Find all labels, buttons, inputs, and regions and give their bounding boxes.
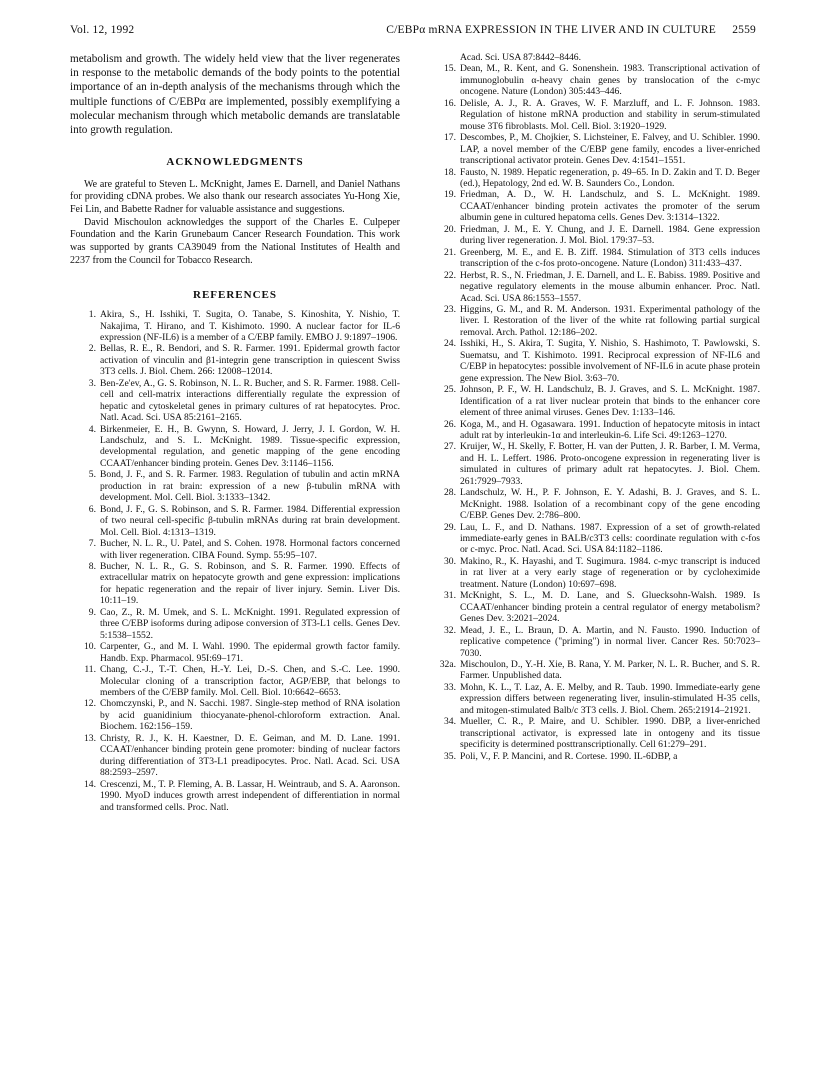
reference-number: 15. [444, 63, 456, 75]
reference-number: 4. [88, 423, 96, 435]
reference-number: 2. [88, 343, 96, 355]
reference-entry [70, 607, 400, 641]
reference-number: 10. [84, 641, 96, 653]
reference-entry [430, 189, 760, 223]
reference-text: Bucher, N. L. R., G. S. Robinson, and S. R. Farmer. 1990. Effects of extracellular matrix on hepatocyte growth and gene expression: implications for hepatic regeneration and the repair of liver injury. Semin. Liver Dis. 10:11–19. [100, 561, 400, 607]
reference-number: 35. [444, 750, 456, 762]
reference-number: 17. [444, 132, 456, 144]
reference-entry [70, 469, 400, 503]
reference-number: 6. [88, 503, 96, 515]
reference-entry [430, 338, 760, 384]
reference-number: 9. [88, 606, 96, 618]
reference-number: 33. [444, 681, 456, 693]
reference-entry [430, 659, 760, 682]
reference-entry [430, 556, 760, 590]
reference-text: Greenberg, M. E., and E. B. Ziff. 1984. Stimulation of 3T3 cells induces transcription of the c-fos proto-oncogene. Nature (London) 311:433–437. [460, 246, 760, 270]
reference-number: 32. [444, 624, 456, 636]
references-heading: REFERENCES [193, 288, 277, 301]
reference-text: Descombes, P., M. Chojkier, S. Lichsteiner, E. Falvey, and U. Schibler. 1990. LAP, a novel member of the C/EBP gene family, encodes a liver-enriched transcriptional activator protein. Genes Dev. 4:1541–1551. [460, 132, 760, 167]
reference-entry [430, 270, 760, 304]
reference-number: 18. [444, 166, 456, 178]
reference-entry [430, 98, 760, 132]
reference-entry [430, 590, 760, 624]
reference-number: 12. [84, 698, 96, 710]
reference-text: Ben-Ze'ev, A., G. S. Robinson, N. L. R. Bucher, and S. R. Farmer. 1988. Cell-cell and cell-matrix interactions differentially regulate the expression of hepatic and cytoskeletal genes in primary cultures of rat hepatocytes. Proc. Natl. Acad. Sci. USA 85:2161–2165. [100, 377, 400, 424]
reference-entry [70, 779, 400, 813]
page-number: 2559 [732, 24, 756, 36]
acknowledgments-heading: ACKNOWLEDGMENTS [166, 156, 304, 169]
reference-entry [430, 625, 760, 659]
reference-text: Birkenmeier, E. H., B. Gwynn, S. Howard, J. Jerry, J. I. Gordon, W. H. Landschulz, and S. L. McKnight. 1989. Tissue-specific expression, developmental regulation, and genetic mapping of the gene encoding CCAAT/enhancer binding protein. Genes Dev. 3:1146–1156. [100, 423, 400, 469]
reference-number: 24. [444, 338, 456, 350]
reference-entry [430, 751, 760, 762]
reference-text: Chang, C.-J., T.-T. Chen, H.-Y. Lei, D.-S. Chen, and S.-C. Lee. 1990. Molecular cloning of a transcription factor, AGP/EBP, that belongs to members of the C/EBP family. Mol. Cell. Biol. 10:6642–6653. [100, 664, 400, 698]
reference-number: 13. [84, 732, 96, 744]
reference-text: Johnson, P. F., W. H. Landschulz, B. J. Graves, and S. L. McKnight. 1987. Identification of a rat liver nuclear protein that binds to the enhancer core element of three animal viruses. Genes Dev. 1:133–146. [460, 384, 760, 419]
left-column [70, 52, 400, 813]
reference-text: Friedman, A. D., W. H. Landschulz, and S. L. McKnight. 1989. CCAAT/enhancer binding protein activates the promoter of the serum albumin gene in cultured hepatoma cells. Genes Dev. 3:1314–1322. [460, 189, 760, 224]
reference-list-right [430, 52, 760, 762]
reference-entry [430, 716, 760, 750]
reference-text: Cao, Z., R. M. Umek, and S. L. McKnight. 1991. Regulated expression of three C/EBP isoforms during adipose conversion of 3T3-L1 cells. Genes Dev. 5:1538–1552. [100, 606, 400, 641]
reference-text: McKnight, S. L., M. D. Lane, and S. Gluecksohn-Walsh. 1989. Is CCAAT/enhancer binding protein a central regulator of energy metabolism? Genes Dev. 3:2021–2024. [460, 590, 760, 625]
reference-number: 20. [444, 223, 456, 235]
reference-text: Friedman, J. M., E. Y. Chung, and J. E. Darnell. 1984. Gene expression during liver regeneration. J. Mol. Biol. 179:37–53. [460, 223, 760, 247]
reference-entry [70, 309, 400, 343]
reference-text: Chomczynski, P., and N. Sacchi. 1987. Single-step method of RNA isolation by acid guanidinium thiocyanate-phenol-chloroform extraction. Anal. Biochem. 162:156–159. [100, 698, 400, 733]
reference-entry [430, 682, 760, 716]
reference-number: 34. [444, 716, 456, 728]
reference-text: Kruijer, W., H. Skelly, F. Botter, H. van der Putten, J. R. Barber, I. M. Verma, and H. L. Leffert. 1986. Proto-oncogene expression in regenerating liver is simulated in cultures of primary adult rat hepatocytes. J. Biol. Chem. 261:7929–7933. [460, 441, 760, 487]
acknowledgment-paragraph: David Mischoulon acknowledges the support of the Charles E. Culpeper Foundation and the Karin Grunebaum Cancer Research Foundation. This work was supported by grants CA39049 from the National Institutes of Health and 2237 from the Council for Tobacco Research. [70, 216, 400, 266]
running-header [70, 24, 756, 40]
reference-number: 31. [444, 590, 456, 602]
reference-number: 23. [444, 303, 456, 315]
reference-number: 32a. [439, 659, 456, 671]
reference-number: 16. [444, 97, 456, 109]
reference-entry [430, 247, 760, 270]
reference-text: Mischoulon, D., Y.-H. Xie, B. Rana, Y. M. Parker, N. L. R. Bucher, and S. R. Farmer. Unpublished data. [460, 659, 760, 682]
reference-text: Dean, M., R. Kent, and G. Sonenshein. 1983. Transcriptional activation of immunoglobulin α-heavy chain genes by translocation of the c-myc oncogene. Nature (London) 305:443–446. [460, 63, 760, 98]
volume-label: Vol. 12, 1992 [70, 24, 135, 36]
reference-entry [430, 487, 760, 521]
reference-text: Mead, J. E., L. Braun, D. A. Martin, and N. Fausto. 1990. Induction of replicative competence ("priming") in normal liver. Cancer Res. 50:7023–7030. [460, 624, 760, 659]
reference-entry [70, 733, 400, 779]
reference-entry [430, 132, 760, 166]
reference-entry [70, 664, 400, 698]
reference-text: Delisle, A. J., R. A. Graves, W. F. Marzluff, and L. F. Johnson. 1983. Regulation of histone mRNA production and stability in serum-stimulated mouse 3T6 fibroblasts. Mol. Cell. Biol. 3:1920–1929. [460, 97, 760, 132]
reference-number: 29. [444, 521, 456, 533]
reference-text: Mueller, C. R., P. Maire, and U. Schibler. 1990. DBP, a liver-enriched transcriptional activator, is expressed late in ontogeny and its tissue specificity is determined posttranscriptionally. Cell 61:279–291. [460, 716, 760, 751]
reference-entry [430, 419, 760, 442]
reference-text: Christy, R. J., K. H. Kaestner, D. E. Geiman, and M. D. Lane. 1991. CCAAT/enhancer binding protein gene promoter: binding of nuclear factors during differentiation of 3T3-L1 preadipocytes. Proc. Natl. Acad. Sci. USA 88:2593–2597. [100, 732, 400, 779]
reference-entry [430, 63, 760, 97]
reference-entry [70, 424, 400, 470]
reference-number: 11. [84, 664, 96, 676]
reference-number: 3. [88, 377, 96, 389]
reference-text: Akira, S., H. Isshiki, T. Sugita, O. Tanabe, S. Kinoshita, Y. Nishio, T. Nakajima, T. Hirano, and T. Kishimoto. 1990. A nuclear factor for IL-6 expression (NF-IL6) is a member of a C/EBP family. EMBO J. 9:1897–1906. [100, 309, 400, 343]
reference-entry [70, 378, 400, 424]
reference-number: 7. [88, 538, 96, 550]
reference-number: 5. [88, 469, 96, 481]
reference-text: Carpenter, G., and M. I. Wahl. 1990. The epidermal growth factor family. Handb. Exp. Pharmacol. 95I:69–171. [100, 641, 400, 664]
reference-entry [430, 224, 760, 247]
reference-number: 14. [84, 778, 96, 790]
reference-number: 27. [444, 441, 456, 453]
reference-entry [70, 561, 400, 607]
reference-entry [430, 52, 760, 63]
reference-number: 19. [444, 189, 456, 201]
reference-number: 22. [444, 269, 456, 281]
reference-number: 26. [444, 418, 456, 430]
reference-text: Bucher, N. L. R., U. Patel, and S. Cohen. 1978. Hormonal factors concerned with liver regeneration. CIBA Found. Symp. 55:95–107. [100, 538, 400, 561]
reference-text: Herbst, R. S., N. Friedman, J. E. Darnell, and L. E. Babiss. 1989. Positive and negative regulatory elements in the mouse albumin enhancer. Proc. Natl. Acad. Sci. USA 86:1553–1557. [460, 269, 760, 304]
reference-number: 1. [88, 309, 96, 321]
right-column [430, 52, 760, 762]
reference-text: Mohn, K. L., T. Laz, A. E. Melby, and R. Taub. 1990. Immediate-early gene expression differs between regenerating liver, insulin-stimulated H-35 cells, and mitogen-stimulated Balb/c 3T3 cells. J. Biol. Chem. 265:21914–21921. [460, 681, 760, 716]
reference-text: Makino, R., K. Hayashi, and T. Sugimura. 1984. c-myc transcript is induced in rat liver at a very early stage of regeneration or by cycloheximide treatment. Nature (London) 10:697–698. [460, 555, 760, 590]
reference-number: 25. [444, 384, 456, 396]
body-paragraph: metabolism and growth. The widely held view that the liver regenerates in response to the metabolic demands of the body points to the potential importance of an in-depth analysis of the mechanisms through which the multiple functions of C/EBPα are implemented, possibly exemplifying a molecular mechanism through which metabolic demands are translatable into growth regulation. [70, 53, 400, 137]
reference-entry [70, 504, 400, 538]
reference-number [430, 52, 460, 63]
reference-text: Koga, M., and H. Ogasawara. 1991. Induction of hepatocyte mitosis in intact adult rat by interleukin-1α and interleukin-6. Life Sci. 49:1263–1270. [460, 418, 760, 441]
reference-number: 28. [444, 487, 456, 499]
reference-text: Isshiki, H., S. Akira, T. Sugita, Y. Nishio, S. Hashimoto, T. Pawlowski, S. Suematsu, and T. Kishimoto. 1991. Reciprocal expression of NF-IL6 and C/EBP in hepatocytes: possible involvement of NF-IL6 in acute phase protein gene expression. The New Biol. 3:63–70. [460, 338, 760, 384]
reference-text: Bellas, R. E., R. Bendori, and S. R. Farmer. 1991. Epidermal growth factor activation of vinculin and β1-integrin gene transcription in quiescent Swiss 3T3 cells. J. Biol. Chem. 266: 12008–12014. [100, 343, 400, 378]
reference-entry [430, 304, 760, 338]
reference-entry [70, 538, 400, 561]
reference-text: Bond, J. F., and S. R. Farmer. 1983. Regulation of tubulin and actin mRNA production in rat brain: expression of a new β-tubulin mRNA with development. Mol. Cell. Biol. 3:1333–1342. [100, 469, 400, 504]
reference-text: Fausto, N. 1989. Hepatic regeneration, p. 49–65. In D. Zakin and T. D. Beger (ed.), Hepatology, 2nd ed. W. B. Saunders Co., London. [460, 166, 760, 189]
reference-number: 30. [444, 555, 456, 567]
acknowledgment-paragraph: We are grateful to Steven L. McKnight, James E. Darnell, and Daniel Nathans for providing cDNA probes. We also thank our research associates Yu-Hong Xie, Fei Lin, and Babette Radner for valuable assistance and suggestions. [70, 178, 400, 216]
reference-text: Acad. Sci. USA 87:8442–8446. [460, 52, 581, 63]
reference-text: Landschulz, W. H., P. F. Johnson, E. Y. Adashi, B. J. Graves, and S. L. McKnight. 1988. Isolation of a recombinant copy of the gene encoding C/EBP. Genes Dev. 2:786–800. [460, 487, 760, 522]
reference-text: Poli, V., F. P. Mancini, and R. Cortese. 1990. IL-6DBP, a [460, 750, 678, 762]
reference-text: Crescenzi, M., T. P. Fleming, A. B. Lassar, H. Weintraub, and S. A. Aaronson. 1990. MyoD induces growth arrest independent of differentiation in normal and transformed cells. Proc. Natl. [100, 778, 400, 813]
reference-entry [70, 698, 400, 732]
reference-entry [70, 343, 400, 377]
running-title: C/EBPα mRNA EXPRESSION IN THE LIVER AND IN CULTURE [386, 24, 716, 36]
reference-text: Higgins, G. M., and R. M. Anderson. 1931. Experimental pathology of the liver. I. Restoration of the liver of the white rat following partial surgical removal. Arch. Pathol. 12:186–202. [460, 303, 760, 338]
reference-text: Bond, J. F., G. S. Robinson, and S. R. Farmer. 1984. Differential expression of two neural cell-specific β-tubulin mRNAs during rat brain development. Mol. Cell. Biol. 4:1313–1319. [100, 503, 400, 538]
reference-text: Lau, L. F., and D. Nathans. 1987. Expression of a set of growth-related immediate-early genes in BALB/c3T3 cells: coordinate regulation with c-fos or c-myc. Proc. Natl. Acad. Sci. USA 84:1182–1186. [460, 521, 760, 556]
reference-entry [430, 522, 760, 556]
reference-list-left [70, 309, 400, 813]
reference-number: 21. [444, 246, 456, 258]
reference-number: 8. [88, 561, 96, 573]
reference-entry [430, 384, 760, 418]
reference-entry [430, 167, 760, 190]
reference-entry [70, 641, 400, 664]
reference-entry [430, 441, 760, 487]
